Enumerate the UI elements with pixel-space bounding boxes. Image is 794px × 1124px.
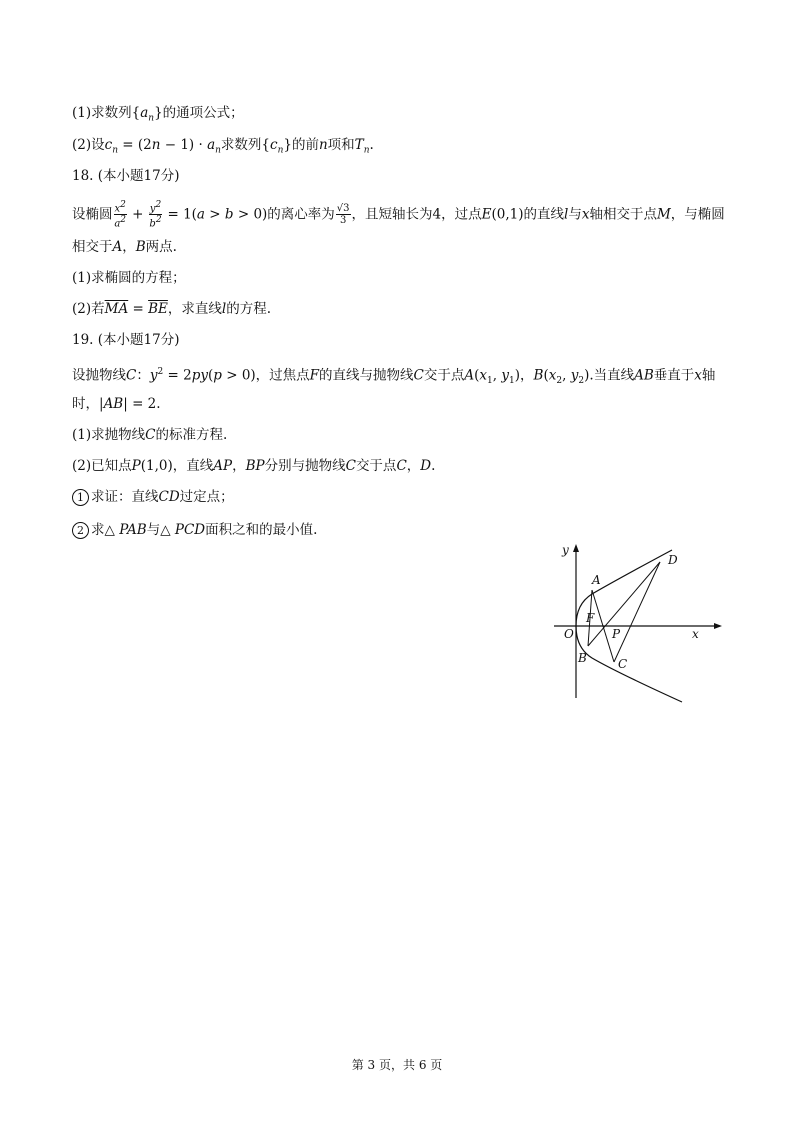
q19-part2b: 2 求△ PAB与△ PCD面积之和的最小值. [72,520,317,540]
label-D: D [668,553,678,567]
q18-part1: (1)求椭圆的方程； [72,270,186,286]
q19-statement-line1: 设抛物线C：$y^2 = 2py(p > 0)$，过焦点F的直线与抛物线C交于点$A(x_1$, $y_1$)，$B(x_2$, $y_2$).当直线AB垂直于x轴 [72,367,716,387]
q19-part2a: 1 求证：直线CD过定点； [72,487,234,507]
q19-heading: 19. (本小题17分) [72,332,180,348]
parabola-diagram [548,540,728,710]
q18-statement-line2: 相交于A，B两点. [72,239,177,255]
q18-part2: (2)若$\overline{MA} = \overline{BE}$，求直线l的方程. [72,301,272,317]
label-C: C [618,657,628,671]
label-B: B [578,651,587,665]
parabola-figure [548,540,728,710]
circled-number-2: 2 [72,522,89,539]
q18-statement-line1: 设椭圆 $\frac{x^2}{a^2}$ + $\frac{y^2}{b^2}$ = 1(a > b > 0)的离心率为 $\frac{√3}{3}$ ，且短轴长为4，过点E(0,1)的直线l与x轴相交于点M，与椭圆 [72,200,725,230]
y-axis-arrow [573,544,579,552]
label-F: F [586,611,595,625]
page-footer: 第 3 页，共 6 页 [351,1058,443,1072]
line-CD [614,562,660,662]
label-P: P [612,627,621,641]
x-axis-arrow [714,623,722,629]
label-y: y [562,543,569,557]
label-A: A [592,573,601,587]
circled-number-1: 1 [72,489,89,506]
q19-part2: (2)已知点P(1,0)，直线AP，BP分别与抛物线C交于点C，D. [72,458,436,474]
q17-part2: (2)设$c_n = (2n - 1) \cdot a_n$求数列$\{c_n\}$的前n项和$T_n$. [72,137,374,156]
label-O: O [564,627,574,641]
q19-part1: (1)求抛物线C的标准方程. [72,427,228,443]
q19-statement-line2: 时，|AB| = 2. [72,396,161,412]
label-x: x [692,627,699,641]
q18-heading: 18. (本小题17分) [72,168,180,184]
q17-part1: (1)求数列$\{a_n\}$的通项公式； [72,105,244,124]
